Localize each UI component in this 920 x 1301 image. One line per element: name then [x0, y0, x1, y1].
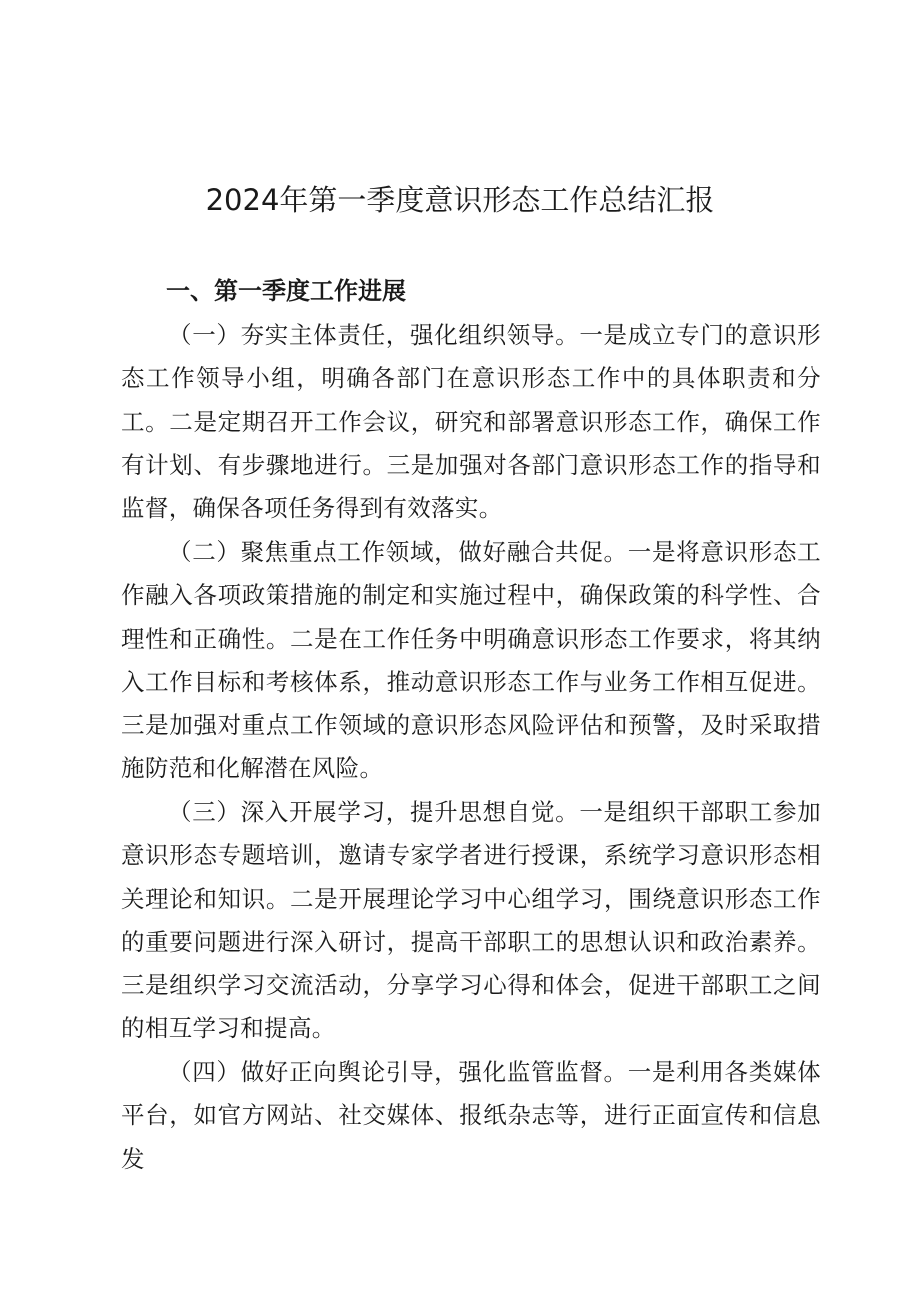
- document-title: 2024年第一季度意识形态工作总结汇报: [205, 183, 715, 217]
- section-heading-1: 一、第一季度工作进展: [166, 277, 406, 305]
- paragraph-2: （二）聚焦重点工作领域，做好融合共促。一是将意识形态工作融入各项政策措施的制定和实施过程中，确保政策的科学性、合理性和正确性。二是在工作任务中明确意识形态工作要求，将其纳入工作目标和考核体系，推动意识形态工作与业务工作相互促进。三是加强对重点工作领域的意识形态风险评估和预警，及时采取措施防范和化解潜在风险。: [121, 538, 821, 783]
- paragraph-1: （一）夯实主体责任，强化组织领导。一是成立专门的意识形态工作领导小组，明确各部门在意识形态工作中的具体职责和分工。二是定期召开工作会议，研究和部署意识形态工作，确保工作有计划、有步骤地进行。三是加强对各部门意识形态工作的指导和监督，确保各项任务得到有效落实。: [121, 321, 821, 523]
- paragraph-3: （三）深入开展学习，提升思想自觉。一是组织干部职工参加意识形态专题培训，邀请专家学者进行授课，系统学习意识形态相关理论和知识。二是开展理论学习中心组学习，围绕意识形态工作的重要问题进行深入研讨，提高干部职工的思想认识和政治素养。三是组织学习交流活动，分享学习心得和体会，促进干部职工之间的相互学习和提高。: [121, 798, 821, 1043]
- paragraph-4: （四）做好正向舆论引导，强化监管监督。一是利用各类媒体平台，如官方网站、社交媒体、报纸杂志等，进行正面宣传和信息发: [121, 1058, 821, 1173]
